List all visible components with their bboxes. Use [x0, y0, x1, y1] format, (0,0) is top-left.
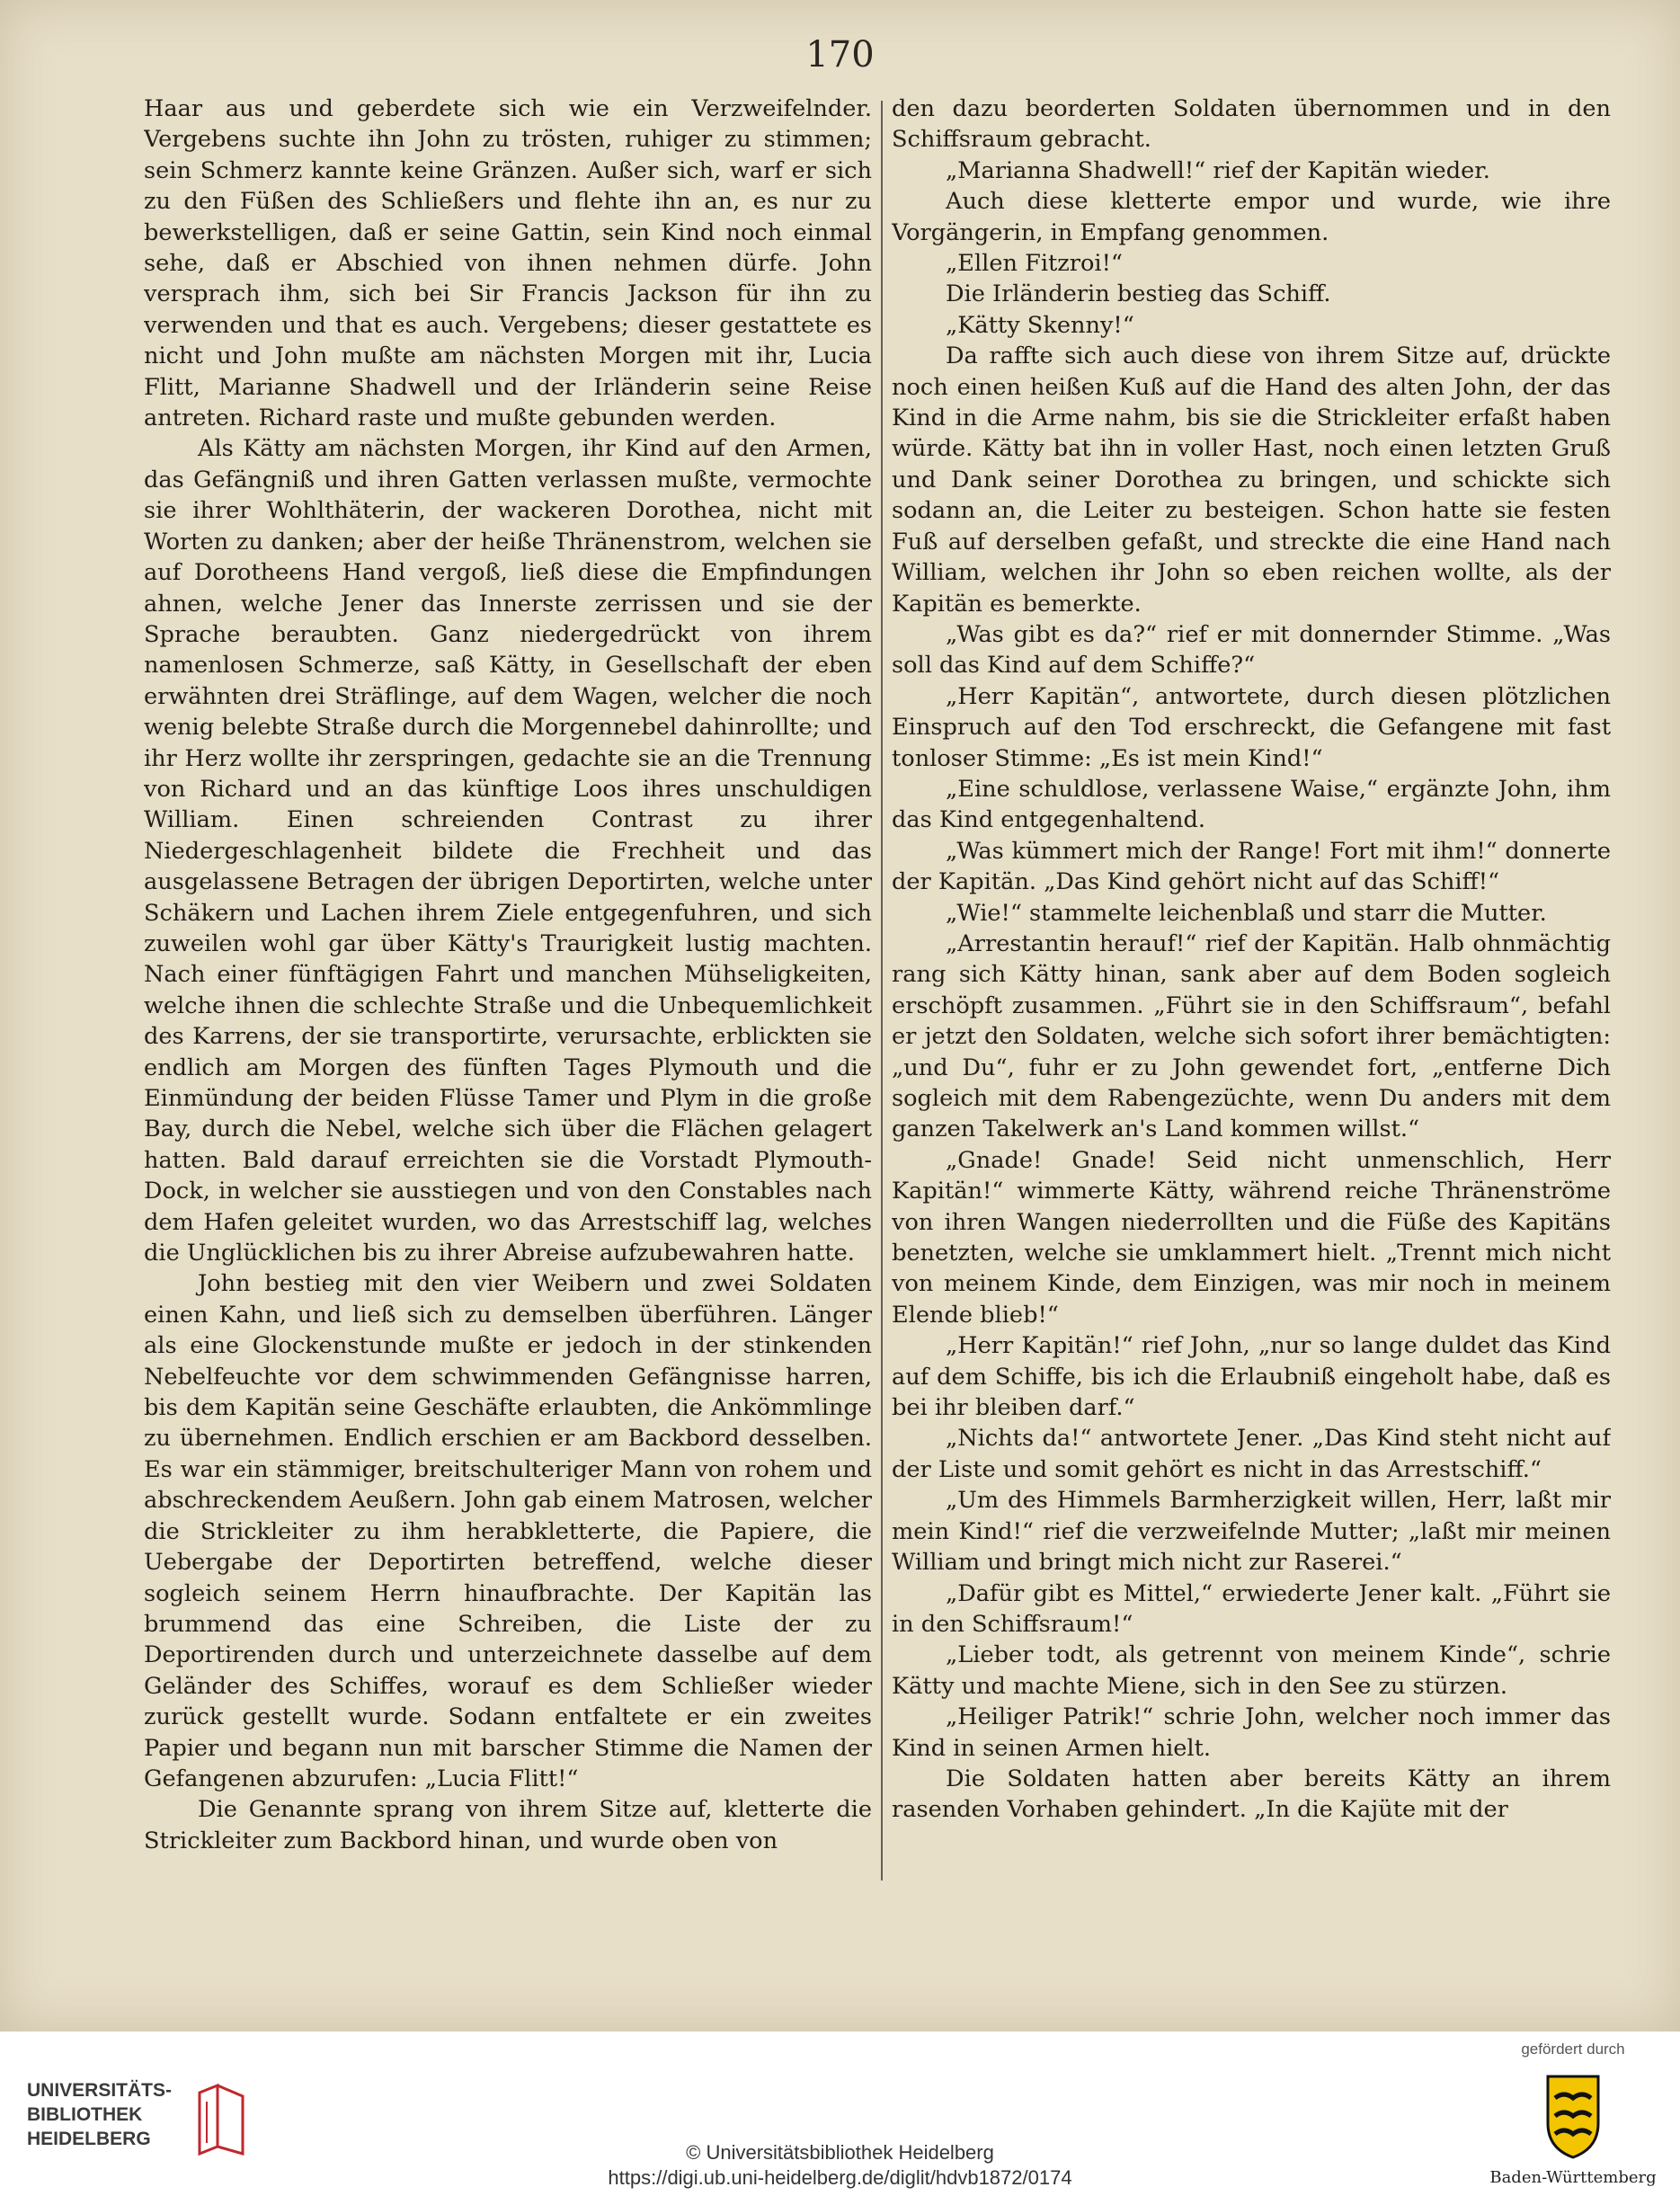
right-paragraph: „Eine schuldlose, verlassene Waise,“ ergänzte John, ihm das Kind entgegenhaltend. — [892, 775, 1611, 834]
right-paragraph: Da raffte sich auch diese von ihrem Sitze auf, drückte noch einen heißen Kuß auf die Hand des alten John, der das Kind in die Arme nahm, bis sie die Strickleiter erfaßt haben würde. Kätty bat ihn in voller Hast, noch einen letzten Gruß und Dank seiner Dorothea zu bringen, und schickte sich sodann an, die Leiter zu besteigen. Schon hatte sie festen Fuß auf derselben gefaßt, und streckte die eine Hand nach William, welchen ihr John so eben reichen wollte, als der Kapitän es bemerkte. — [892, 342, 1611, 618]
permalink-url[interactable]: https://digi.ub.uni-heidelberg.de/diglit/hdvb1872/0174 — [608, 2166, 1072, 2189]
right-paragraph: „Ellen Fitzroi!“ — [946, 250, 1123, 278]
column-divider — [881, 101, 883, 1880]
right-paragraph: „Was kümmert mich der Range! Fort mit ihm!“ donnerte der Kapitän. „Das Kind gehört nicht auf das Schiff!“ — [892, 837, 1611, 896]
left-paragraph: Die Genannte sprang von ihrem Sitze auf, kletterte die Strickleiter zum Backbord hinan, und wurde oben von — [144, 1796, 872, 1854]
funding-label: gefördert durch — [1521, 2040, 1625, 2058]
right-paragraph: „Lieber todt, als getrennt von meinem Kinde“, schrie Kätty und machte Miene, sich in den See zu stürzen. — [892, 1641, 1611, 1700]
right-paragraph: „Heiliger Patrik!“ schrie John, welcher noch immer das Kind in seinen Armen hielt. — [892, 1703, 1611, 1762]
left-column — [144, 93, 872, 1909]
right-paragraph: Auch diese kletterte empor und wurde, wie ihre Vorgängerin, in Empfang genommen. — [892, 188, 1611, 246]
right-paragraph: „Um des Himmels Barmherzigkeit willen, Herr, laßt mir mein Kind!“ rief die verzweifelnde Mutter; „laßt mir meinen William und bringt mich nicht zur Raserei.“ — [892, 1487, 1611, 1577]
left-paragraph: Als Kätty am nächsten Morgen, ihr Kind auf den Armen, das Gefängniß und ihren Gatten verlassen mußte, vermochte sie ihrer Wohlthäterin, der wackeren Dorothea, nicht mit Worten zu danken; aber der heiße Thränenstrom, welchen sie auf Dorotheens Hand vergoß, ließ diese die Empfindungen ahnen, welche Jener das Innerste zerrissen und sie der Sprache beraubten. Ganz niedergedrückt von ihrem namenlosen Schmerze, saß Kätty, in Gesellschaft der eben erwähnten drei Sträflinge, auf dem Wagen, welcher die noch wenig belebte Straße durch die Morgennebel dahinrollte; und ihr Herz wollte ihr zerspringen, gedachte sie an die Trennung von Richard und an das künftige Loos ihres unschuldigen William. Einen schreienden Contrast zu ihrer Niedergeschlagenheit bildete die Frechheit und das ausgelassene Betragen der übrigen Deportirten, welche unter Schäkern und Lachen ihrem Ziele entgegenfuhren, und sich zuweilen wohl gar über Kätty's Traurigkeit lustig machten. Nach einer fünftägigen Fahrt und manchen Mühseligkeiten, welche ihnen die schlechte Straße und die Unbequemlichkeit des Karrens, der sie transportirte, verursachte, erblickten sie endlich am Morgen des fünften Tages Plymouth und die Einmündung der beiden Flüsse Tamer und Plym in die große Bay, durch die Nebel, welche sich über die Flächen gelagert hatten. Bald darauf erreichten sie die Vorstadt Plymouth-Dock, in welcher sie ausstiegen und von den Constables nach dem Hafen geleitet wurden, wo das Arrestschiff lag, welches die Unglücklichen bis zu ihrer Abreise aufzubewahren hatte. — [144, 435, 872, 1267]
right-paragraph: „Marianna Shadwell!“ rief der Kapitän wieder. — [946, 156, 1490, 184]
copyright-notice: © Universitätsbibliothek Heidelberg — [686, 2141, 994, 2164]
right-paragraph: „Gnade! Gnade! Seid nicht unmenschlich, Herr Kapitän!“ wimmerte Kätty, während reiche Thränenströme von ihren Wangen niederrollten und die Füße des Kapitäns benetzten, welche sie umklammert hielt. „Trennt mich nicht von meinem Kinde, dem Einzigen, was mir noch in meinem Elende blieb!“ — [892, 1146, 1611, 1329]
funding-badge[interactable] — [1483, 2040, 1663, 2193]
right-paragraph: Die Irländerin bestieg das Schiff. — [946, 280, 1331, 308]
right-paragraph: „Kätty Skenny!“ — [946, 311, 1134, 339]
right-paragraph: „Was gibt es da?“ rief er mit donnernder Stimme. „Was soll das Kind auf dem Schiffe?“ — [892, 620, 1611, 680]
baden-wuerttemberg-seal-icon — [1542, 2071, 1604, 2161]
funding-state-name: Baden-Württemberg — [1489, 2168, 1657, 2187]
right-paragraph: den dazu beorderten Soldaten übernommen und in den Schiffsraum gebracht. — [892, 95, 1611, 154]
right-paragraph: „Dafür gibt es Mittel,“ erwiederte Jener kalt. „Führt sie in den Schiffsraum!“ — [892, 1579, 1611, 1638]
right-paragraph: „Herr Kapitän!“ rief John, „nur so lange duldet das Kind auf dem Schiffe, bis ich die Erlaubniß eingeholt habe, daß es bei ihr bleiben darf.“ — [892, 1332, 1611, 1422]
right-paragraph: „Herr Kapitän“, antwortete, durch diesen plötzlichen Einspruch auf den Tod erschreckt, die Gefangene mit fast tonloser Stimme: „Es ist mein Kind!“ — [892, 682, 1611, 772]
library-name-line: BIBLIOTHEK — [27, 2104, 143, 2125]
left-paragraph: John bestieg mit den vier Weibern und zwei Soldaten einen Kahn, und ließ sich zu demselben überführen. Länger als eine Glockenstunde mußte er jedoch in der stinkenden Nebelfeuchte vor dem schwimmenden Gefängnisse harren, bis dem Kapitän seine Geschäfte erlaubten, die Ankömmlinge zu übernehmen. Endlich erschien er am Backbord desselben. Es war ein stämmiger, breitschulteriger Mann von rohem und abschreckendem Aeußern. John gab einem Matrosen, welcher die Strickleiter zu ihm herabkletterte, die Papiere, die Uebergabe der Deportirten betreffend, welche dieser sogleich seinem Herrn hinaufbrachte. Der Kapitän las brummend das eine Schreiben, die Liste der zu Deportirenden durch und unterzeichnete dasselbe auf dem Geländer des Schiffes, worauf es dem Schließer wieder zurück gestellt wurde. Sodann entfaltete er ein zweites Papier und begann nun mit barscher Stimme die Namen der Gefangenen abzurufen: „Lucia Flitt!“ — [144, 1270, 872, 1792]
right-paragraph: „Wie!“ stammelte leichenblaß und starr die Mutter. — [946, 899, 1547, 927]
viewer-footer — [0, 2032, 1680, 2196]
left-paragraph: Haar aus und geberdete sich wie ein Verzweifelnder. Vergebens suchte ihn John zu trösten, ruhiger zu stimmen; sein Schmerz kannte keine Gränzen. Außer sich, warf er sich zu den Füßen des Schließers und flehte ihn an, es nur zu bewerkstelligen, daß er seine Gattin, sein Kind noch einmal sehe, daß er Abschied von ihnen nehmen dürfe. John versprach ihm, sich bei Sir Francis Jackson für ihn zu verwenden und that es auch. Vergebens; dieser gestattete es nicht und John mußte am nächsten Morgen mit ihr, Lucia Flitt, Marianne Shadwell und der Irländerin seine Reise antreten. Richard raste und mußte gebunden werden. — [144, 95, 872, 432]
right-column — [892, 93, 1611, 1909]
library-name-line: UNIVERSITÄTS- — [27, 2080, 173, 2101]
right-paragraph: Die Soldaten hatten aber bereits Kätty an ihrem rasenden Vorhaben gehindert. „In die Kajüte mit der — [892, 1765, 1611, 1824]
page-number: 170 — [805, 34, 875, 76]
right-paragraph: „Arrestantin herauf!“ rief der Kapitän. Halb ohnmächtig rang sich Kätty hinan, sank aber auf dem Boden sogleich erschöpft zusammen. „Führt sie in den Schiffsraum“, befahl er jetzt den Soldaten, welche sich sofort ihrer bemächtigten: „und Du“, fuhr er zu John gewendet fort, „entferne Dich sogleich mit dem Rabengezüchte, wenn Du anders mit dem ganzen Takelwerk an's Land kommen willst.“ — [892, 929, 1611, 1143]
library-name-line: HEIDELBERG — [27, 2129, 151, 2149]
right-paragraph: „Nichts da!“ antwortete Jener. „Das Kind steht nicht auf der Liste und somit gehört es nicht in das Arrestschiff.“ — [892, 1425, 1611, 1483]
library-name — [27, 2078, 189, 2151]
